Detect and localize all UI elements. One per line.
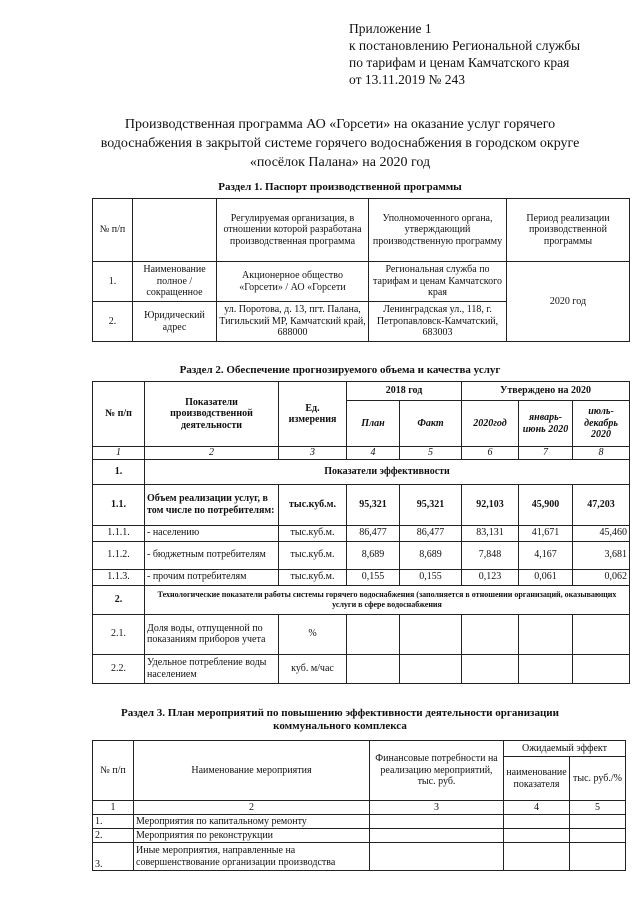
table-header-row (93, 382, 630, 401)
row-label: Объем реализации услуг, в том числе по потребителям: (145, 484, 279, 525)
header-cell: Финансовые потребности на реализацию мероприятий, тыс. руб. (370, 741, 504, 801)
header-cell: 2018 год (347, 382, 462, 401)
value-plan: 86,477 (347, 525, 400, 541)
row-unit: тыс.куб.м. (279, 525, 347, 541)
document-title (60, 115, 620, 172)
row-label: Юридический адрес (133, 302, 217, 342)
row-label: Доля воды, отпущенной по показаниям приборов учета (145, 614, 279, 654)
table-row (93, 614, 630, 654)
appendix-line: к постановлению Региональной службы (349, 38, 581, 53)
row-num: 2. (93, 302, 133, 342)
row-unit: % (279, 614, 347, 654)
value-h2: 0,062 (573, 569, 630, 585)
row-unit: тыс.куб.м. (279, 569, 347, 585)
row-label: Наименование полное / сокращенное (133, 262, 217, 302)
row-num: 2.2. (93, 654, 145, 683)
section1-heading: Раздел 1. Паспорт производственной программы (218, 181, 462, 193)
empty-cell (519, 654, 573, 683)
empty-cell (400, 654, 462, 683)
empty-cell (570, 829, 626, 843)
period-value: 2020 год (507, 262, 630, 342)
header-cell: Факт (400, 401, 462, 447)
section3-heading (80, 707, 600, 733)
empty-cell (462, 614, 519, 654)
row-num: 2. (93, 585, 145, 614)
value-h1: 41,671 (519, 525, 573, 541)
row-label: - прочим потребителям (145, 569, 279, 585)
value-fact: 86,477 (400, 525, 462, 541)
header-cell: Утверждено на 2020 (462, 382, 630, 401)
section2-heading: Раздел 2. Обеспечение прогнозируемого объема и качества услуг (179, 364, 501, 376)
empty-cell (370, 843, 504, 871)
value-2020: 7,848 (462, 541, 519, 569)
table-row (93, 829, 626, 843)
header-cell: Регулируемая организация, в отношении которой разработана производственная программа (217, 199, 369, 262)
empty-cell (570, 815, 626, 829)
table-row (93, 262, 630, 302)
title-line: «посёлок Палана» на 2020 год (249, 155, 431, 170)
value-plan: 0,155 (347, 569, 400, 585)
empty-cell (504, 829, 570, 843)
row-num: 2.1. (93, 614, 145, 654)
header-cell: Ожидаемый эффект (504, 741, 626, 757)
row-num: 1.1.3. (93, 569, 145, 585)
section3-heading-line: Раздел 3. План мероприятий по повышению эффективности деятельности организации (120, 707, 559, 719)
empty-cell (347, 654, 400, 683)
header-cell: План (347, 401, 400, 447)
table-row (93, 654, 630, 683)
row-num: 3. (93, 843, 134, 871)
header-cell: Ед. измерения (279, 382, 347, 447)
column-number-row (93, 447, 630, 460)
header-cell: Показатели производственной деятельности (145, 382, 279, 447)
empty-cell (347, 614, 400, 654)
header-cell: наименование показателя (504, 757, 570, 801)
column-number: 5 (400, 447, 462, 460)
column-number: 1 (93, 801, 134, 815)
value-fact: 0,155 (400, 569, 462, 585)
column-number: 1 (93, 447, 145, 460)
group-label: Технологические показатели работы системы горячего водоснабжения (заполняется в отношении организаций, оказывающих услуги в сфере водоснабжения (145, 585, 630, 614)
value-2020: 0,123 (462, 569, 519, 585)
header-cell: № п/п (93, 199, 133, 262)
value-plan: 8,689 (347, 541, 400, 569)
table-row (93, 484, 630, 525)
appendix-line: Приложение 1 (349, 21, 432, 36)
value-h1: 4,167 (519, 541, 573, 569)
row-num: 1.1. (93, 484, 145, 525)
row-unit: куб. м/час (279, 654, 347, 683)
table-row (93, 525, 630, 541)
title-line: водоснабжения в закрытой системе горячего водоснабжения в городском округе (100, 136, 580, 151)
column-number: 5 (570, 801, 626, 815)
column-number: 4 (504, 801, 570, 815)
table-header-row (93, 199, 630, 262)
column-number: 2 (145, 447, 279, 460)
row-unit: тыс.куб.м. (279, 541, 347, 569)
header-cell: январь-июнь 2020 (519, 401, 573, 447)
value-plan: 95,321 (347, 484, 400, 525)
row-num: 1. (93, 459, 145, 484)
empty-cell (573, 614, 630, 654)
appendix-line: по тарифам и ценам Камчатского края (349, 55, 570, 70)
row-label: - бюджетным потребителям (145, 541, 279, 569)
row-name: Мероприятия по реконструкции (134, 829, 370, 843)
header-cell: Наименование мероприятия (134, 741, 370, 801)
row-org: Акционерное общество «Горсети» / АО «Горсети (217, 262, 369, 302)
empty-cell (504, 815, 570, 829)
header-cell: тыс. руб./% (570, 757, 626, 801)
empty-cell (370, 829, 504, 843)
group-row (93, 585, 630, 614)
group-label: Показатели эффективности (145, 459, 630, 484)
row-num: 1. (93, 815, 134, 829)
row-auth: Региональная служба по тарифам и ценам Камчатского края (369, 262, 507, 302)
row-auth: Ленинградская ул., 118, г. Петропавловск-Камчатский, 683003 (369, 302, 507, 342)
header-cell (133, 199, 217, 262)
value-fact: 95,321 (400, 484, 462, 525)
appendix-header (349, 20, 634, 88)
table-row (93, 815, 626, 829)
passport-table (92, 198, 630, 342)
empty-cell (504, 843, 570, 871)
row-unit: тыс.куб.м. (279, 484, 347, 525)
section3-heading-line: коммунального комплекса (273, 720, 407, 732)
header-cell: июль-декабрь 2020 (573, 401, 630, 447)
empty-cell (573, 654, 630, 683)
empty-cell (400, 614, 462, 654)
header-cell: № п/п (93, 382, 145, 447)
column-number: 8 (573, 447, 630, 460)
column-number: 7 (519, 447, 573, 460)
empty-cell (519, 614, 573, 654)
table-row (93, 569, 630, 585)
column-number-row (93, 801, 626, 815)
row-name: Иные мероприятия, направленные на совершенствование организации производства (134, 843, 370, 871)
row-label: Удельное потребление воды населением (145, 654, 279, 683)
row-num: 2. (93, 829, 134, 843)
empty-cell (370, 815, 504, 829)
measures-table (92, 740, 626, 871)
header-cell: Уполномоченного органа, утверждающий производственную программу (369, 199, 507, 262)
header-cell: 2020год (462, 401, 519, 447)
row-label: - населению (145, 525, 279, 541)
table-header-row (93, 741, 626, 757)
title-line: Производственная программа АО «Горсети» на оказание услуг горячего (124, 117, 556, 132)
indicators-table (92, 381, 630, 684)
row-num: 1.1.2. (93, 541, 145, 569)
value-2020: 83,131 (462, 525, 519, 541)
header-cell: Период реализации производственной программы (507, 199, 630, 262)
empty-cell (462, 654, 519, 683)
value-h2: 3,681 (573, 541, 630, 569)
column-number: 3 (279, 447, 347, 460)
value-h2: 47,203 (573, 484, 630, 525)
row-num: 1. (93, 262, 133, 302)
empty-cell (570, 843, 626, 871)
column-number: 6 (462, 447, 519, 460)
appendix-line: от 13.11.2019 № 243 (349, 72, 465, 87)
row-num: 1.1.1. (93, 525, 145, 541)
table-row (93, 541, 630, 569)
group-row (93, 459, 630, 484)
value-h2: 45,460 (573, 525, 630, 541)
column-number: 4 (347, 447, 400, 460)
row-org: ул. Поротова, д. 13, пгт. Палана, Тигильский МР, Камчатский край, 688000 (217, 302, 369, 342)
column-number: 3 (370, 801, 504, 815)
row-name: Мероприятия по капитальному ремонту (134, 815, 370, 829)
column-number: 2 (134, 801, 370, 815)
value-h1: 45,900 (519, 484, 573, 525)
header-cell: № п/п (93, 741, 134, 801)
value-fact: 8,689 (400, 541, 462, 569)
value-h1: 0,061 (519, 569, 573, 585)
table-row (93, 843, 626, 871)
value-2020: 92,103 (462, 484, 519, 525)
